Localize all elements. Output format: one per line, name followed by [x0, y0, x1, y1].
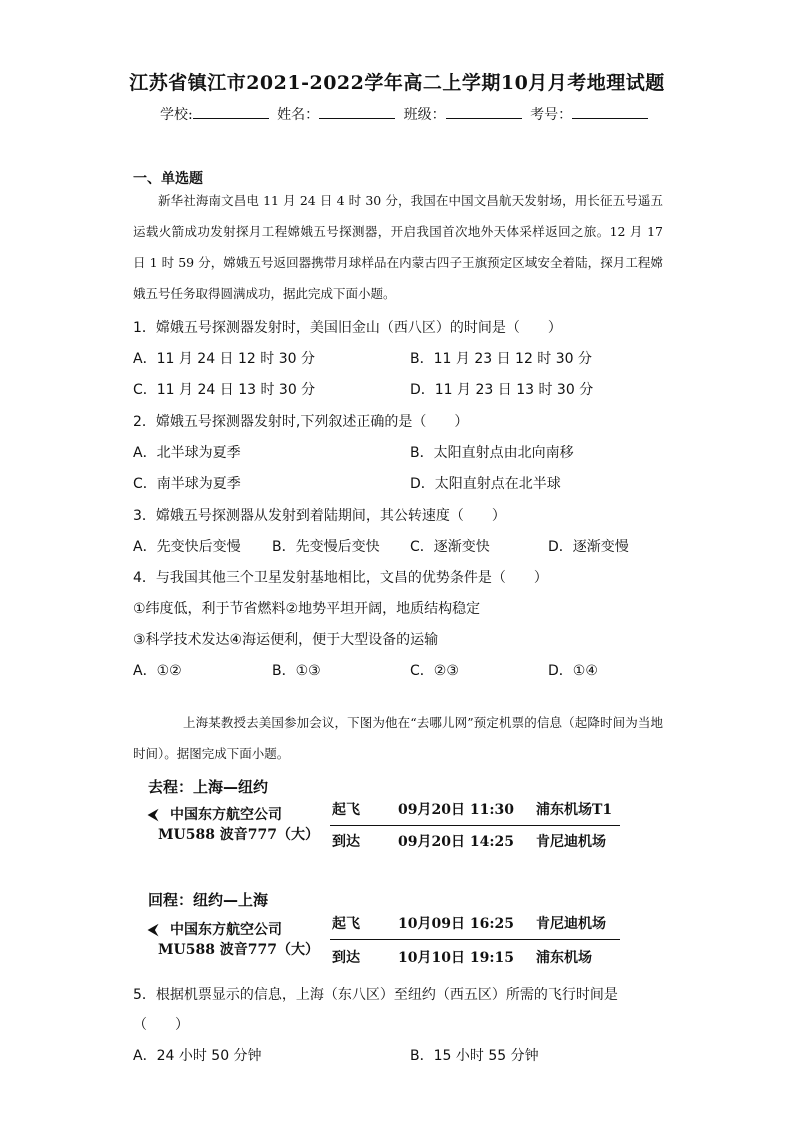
school-blank[interactable] — [193, 106, 269, 119]
section-heading: 一、单选题 — [133, 171, 203, 187]
question-4-option-b: B．①③ — [272, 663, 321, 679]
question-1-option-c: C．11 月 24 日 13 时 30 分 — [133, 382, 316, 398]
question-4-stem: 4．与我国其他三个卫星发射基地相比，文昌的优势条件是（ ） — [133, 570, 548, 586]
outbound-airline-name: 中国东方航空公司 — [170, 807, 282, 823]
class-label: 班级： — [403, 107, 446, 123]
arrival-time: 10月10日 19:15 — [398, 950, 514, 966]
question-4-option-d: D．①④ — [548, 663, 598, 679]
return-airline-name: 中国东方航空公司 — [170, 922, 282, 938]
school-label: 学校: — [160, 107, 193, 123]
question-3-option-a: A．先变快后变慢 — [133, 539, 241, 555]
question-5-stem-continued: （ ） — [133, 1017, 189, 1033]
departure-airport: 浦东机场T1 — [536, 802, 613, 818]
outbound-airline-block — [148, 805, 319, 845]
question-2-stem: 2．嫦娥五号探测器发射时,下列叙述正确的是（ ） — [133, 414, 469, 430]
exam-number-blank[interactable] — [572, 106, 648, 119]
departure-label: 起飞 — [332, 802, 360, 818]
question-3-option-b: B．先变慢后变快 — [272, 539, 380, 555]
question-1-stem: 1．嫦娥五号探测器发射时，美国旧金山（西八区）的时间是（ ） — [133, 320, 562, 336]
question-1-option-b: B．11 月 23 日 12 时 30 分 — [410, 351, 593, 367]
name-label: 姓名： — [277, 107, 320, 123]
plane-icon: ⮜ — [148, 807, 158, 823]
question-5-option-a: A．24 小时 50 分钟 — [133, 1048, 262, 1064]
plane-icon: ⮜ — [148, 922, 158, 938]
question-4-statement-line-2: ③科学技术发达④海运便利，便于大型设备的运输 — [133, 632, 439, 648]
outbound-departure-row — [330, 793, 620, 823]
question-3-stem: 3．嫦娥五号探测器从发射到着陆期间，其公转速度（ ） — [133, 508, 506, 524]
question-3-option-c: C．逐渐变快 — [410, 539, 490, 555]
arrival-label: 到达 — [332, 834, 360, 850]
passage-1: 新华社海南文昌电 11 月 24 日 4 时 30 分，我国在中国文昌航天发射场，用长征五号遥五运载火箭成功发射探月工程嫦娥五号探测器，开启我国首次地外天体采样返回之旅。12 月 17 日 1 时 59 分，嫦娥五号返回器携带月球样品在内蒙古四子王旗预定区域安全着陆，探月工程嫦娥五号任务取得圆满成功，据此完成下面小题。 — [133, 193, 663, 301]
arrival-label: 到达 — [332, 950, 360, 966]
question-4-statement-line-1: ①纬度低，利于节省燃料②地势平坦开阔，地质结构稳定 — [133, 601, 481, 617]
page-title: 江苏省镇江市2021-2022学年高二上学期10月月考地理试题 — [129, 72, 665, 94]
departure-time: 09月20日 11:30 — [398, 802, 514, 818]
return-airline-block — [148, 920, 319, 960]
question-4-option-a: A．①② — [133, 663, 182, 679]
question-2-option-a: A．北半球为夏季 — [133, 445, 241, 461]
departure-label: 起飞 — [332, 916, 360, 932]
class-blank[interactable] — [446, 106, 522, 119]
ticket-divider — [330, 939, 620, 940]
question-2-option-b: B．太阳直射点由北向南移 — [410, 445, 574, 461]
arrival-airport: 浦东机场 — [536, 950, 592, 966]
question-5-stem: 5．根据机票显示的信息，上海（东八区）至纽约（西五区）所需的飞行时间是 — [133, 987, 618, 1003]
question-1-option-a: A．11 月 24 日 12 时 30 分 — [133, 351, 315, 367]
question-1-option-d: D．11 月 23 日 13 时 30 分 — [410, 382, 594, 398]
departure-time: 10月09日 16:25 — [398, 916, 514, 932]
arrival-airport: 肯尼迪机场 — [536, 834, 606, 850]
student-info-line — [160, 104, 652, 124]
question-5-option-b: B．15 小时 55 分钟 — [410, 1048, 539, 1064]
outbound-arrival-row — [330, 825, 620, 855]
passage-2: 上海某教授去美国参加会议，下图为他在“去哪儿网”预定机票的信息（起降时间为当地时间）。据图完成下面小题。 — [133, 715, 663, 761]
outbound-ticket-heading: 去程：上海—纽约 — [148, 778, 269, 796]
arrival-time: 09月20日 14:25 — [398, 834, 514, 850]
question-2-option-c: C．南半球为夏季 — [133, 476, 241, 492]
question-4-option-c: C．②③ — [410, 663, 459, 679]
name-blank[interactable] — [319, 106, 395, 119]
return-flight-number: MU588 波音777（大） — [158, 942, 320, 958]
return-arrival-row — [330, 941, 620, 971]
question-2-option-d: D．太阳直射点在北半球 — [410, 476, 561, 492]
outbound-flight-number: MU588 波音777（大） — [158, 827, 320, 843]
question-3-option-d: D．逐渐变慢 — [548, 539, 629, 555]
return-departure-row — [330, 907, 620, 937]
departure-airport: 肯尼迪机场 — [536, 916, 606, 932]
exam-number-label: 考号： — [530, 107, 573, 123]
return-ticket-heading: 回程：纽约—上海 — [148, 891, 269, 909]
